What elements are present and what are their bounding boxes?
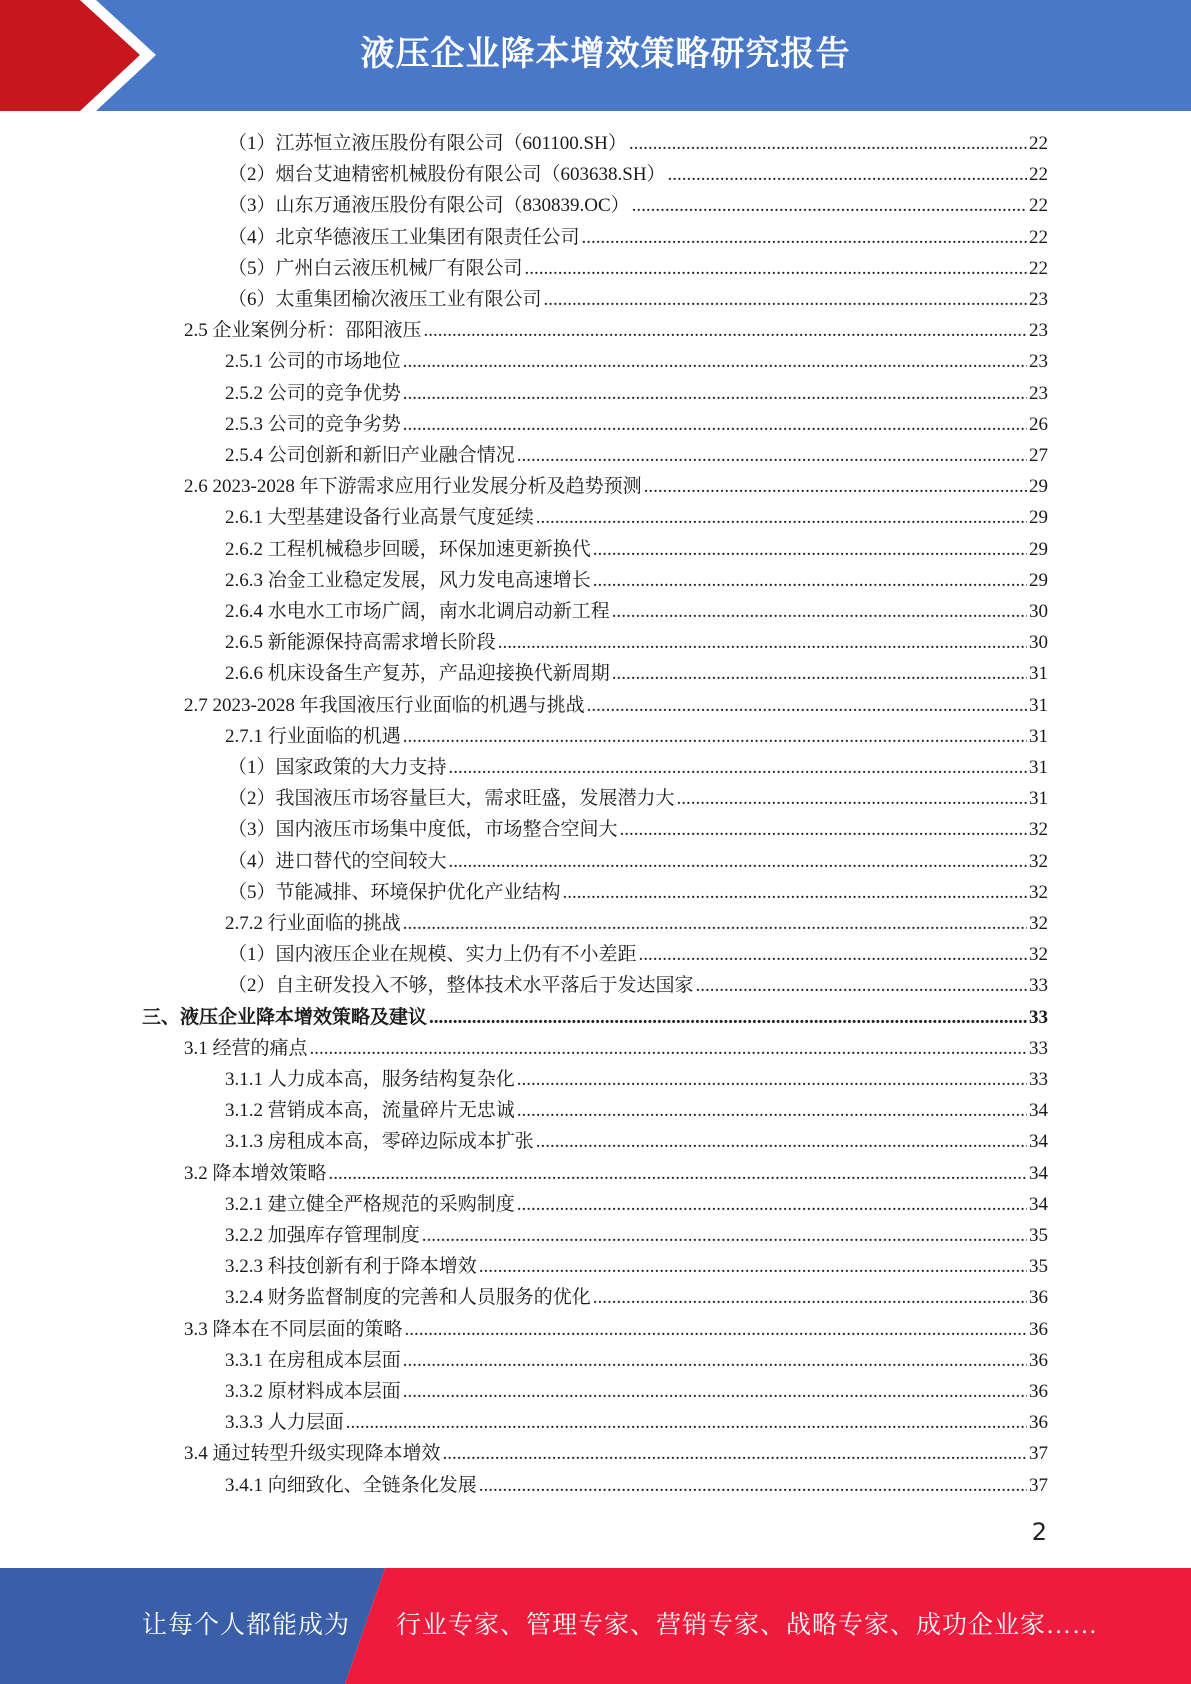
toc-entry-title: 2.5 企业案例分析：邵阳液压 <box>184 320 422 341</box>
toc-entry[interactable] <box>225 534 1048 565</box>
toc-entry[interactable] <box>225 1251 1048 1282</box>
toc-entry-title: 3.1.1 人力成本高，服务结构复杂化 <box>225 1069 515 1090</box>
toc-entry-page: 22 <box>1029 227 1048 248</box>
footer-slogan-left: 让每个人都能成为 <box>142 1612 351 1639</box>
toc-entry-title: （1）国内液压企业在规模、实力上仍有不小差距 <box>228 944 637 965</box>
toc-entry-page: 30 <box>1029 632 1048 653</box>
toc-dot-leader <box>403 409 1027 440</box>
toc-entry-page: 31 <box>1029 695 1048 716</box>
toc-entry-title: 3.2.2 加强库存管理制度 <box>225 1225 420 1246</box>
toc-entry-page: 23 <box>1029 320 1048 341</box>
toc-entry[interactable] <box>228 190 1048 221</box>
toc-entry-page: 35 <box>1029 1256 1048 1277</box>
toc-entry-title: 3.3.3 人力层面 <box>225 1412 344 1433</box>
toc-entry-title: 3.2.4 财务监督制度的完善和人员服务的优化 <box>225 1287 591 1308</box>
toc-dot-leader <box>582 222 1027 253</box>
toc-entry[interactable] <box>225 1095 1048 1126</box>
toc-entry-title: 3.3.2 原材料成本层面 <box>225 1381 401 1402</box>
toc-dot-leader <box>479 1470 1027 1501</box>
toc-entry-title: （2）烟台艾迪精密机械股份有限公司（603638.SH） <box>228 164 666 185</box>
toc-entry-title: （4）进口替代的空间较大 <box>228 851 447 872</box>
toc-entry-page: 33 <box>1029 1069 1048 1090</box>
page-footer <box>0 1568 1191 1684</box>
toc-entry-title: 2.6 2023-2028 年下游需求应用行业发展分析及趋势预测 <box>184 476 642 497</box>
toc-entry-title: 2.6.5 新能源保持高需求增长阶段 <box>225 632 496 653</box>
toc-entry-title: 3.1.3 房租成本高，零碎边际成本扩张 <box>225 1131 534 1152</box>
toc-entry-page: 32 <box>1029 851 1048 872</box>
toc-entry-title: 2.5.1 公司的市场地位 <box>225 351 401 372</box>
toc-entry[interactable] <box>228 783 1048 814</box>
toc-entry-title: 3.2.1 建立健全严格规范的采购制度 <box>225 1194 515 1215</box>
toc-dot-leader <box>517 1189 1027 1220</box>
toc-dot-leader <box>517 440 1027 471</box>
toc-entry-page: 32 <box>1029 882 1048 903</box>
toc-entry[interactable] <box>228 284 1048 315</box>
toc-dot-leader <box>644 471 1027 502</box>
page-number: 2 <box>1031 1518 1047 1546</box>
toc-entry[interactable] <box>225 908 1048 939</box>
toc-dot-leader <box>403 378 1027 409</box>
toc-entry-page: 34 <box>1029 1194 1048 1215</box>
toc-entry[interactable] <box>228 128 1048 159</box>
toc-entry[interactable] <box>228 159 1048 190</box>
toc-entry-title: 3.2.3 科技创新有利于降本增效 <box>225 1256 477 1277</box>
toc-entry-title: 2.7 2023-2028 年我国液压行业面临的机遇与挑战 <box>184 695 585 716</box>
toc-entry[interactable] <box>225 1126 1048 1157</box>
toc-dot-leader <box>612 596 1027 627</box>
report-title: 液压企业降本增效策略研究报告 <box>360 34 851 74</box>
toc-entry-page: 32 <box>1029 819 1048 840</box>
toc-entry[interactable] <box>225 1220 1048 1251</box>
toc-dot-leader <box>403 908 1027 939</box>
toc-entry[interactable] <box>184 1158 1048 1189</box>
toc-dot-leader <box>479 1251 1027 1282</box>
toc-entry[interactable] <box>225 1376 1048 1407</box>
footer-slogan-right: 行业专家、管理专家、营销专家、战略专家、成功企业家…… <box>396 1612 1099 1639</box>
toc-entry-page: 36 <box>1029 1381 1048 1402</box>
toc-entry-title: 3.4 通过转型升级实现降本增效 <box>184 1443 441 1464</box>
page-header <box>0 0 1191 111</box>
toc-entry-page: 35 <box>1029 1225 1048 1246</box>
toc-entry[interactable] <box>225 565 1048 596</box>
toc-dot-leader <box>429 1002 1027 1033</box>
toc-dot-leader <box>536 502 1027 533</box>
toc-entry-title: （4）北京华德液压工业集团有限责任公司 <box>228 227 580 248</box>
toc-entry-page: 22 <box>1029 133 1048 154</box>
toc-dot-leader <box>593 1282 1027 1313</box>
toc-dot-leader <box>639 939 1027 970</box>
toc-entry-title: 3.3.1 在房租成本层面 <box>225 1350 401 1371</box>
toc-entry-title: （1）国家政策的大力支持 <box>228 757 447 778</box>
toc-entry-page: 31 <box>1029 726 1048 747</box>
toc-entry-page: 37 <box>1029 1475 1048 1496</box>
toc-dot-leader <box>422 1220 1027 1251</box>
toc-entry-page: 32 <box>1029 913 1048 934</box>
toc-entry-title: 2.6.3 冶金工业稳定发展，风力发电高速增长 <box>225 570 591 591</box>
toc-dot-leader <box>443 1438 1027 1469</box>
toc-entry-title: 2.6.2 工程机械稳步回暖，环保加速更新换代 <box>225 539 591 560</box>
toc-dot-leader <box>525 253 1027 284</box>
toc-entry[interactable] <box>228 939 1048 970</box>
toc-entry[interactable] <box>225 1282 1048 1313</box>
toc-entry[interactable] <box>228 814 1048 845</box>
toc-entry-title: 2.5.2 公司的竞争优势 <box>225 383 401 404</box>
toc-dot-leader <box>405 1314 1027 1345</box>
toc-dot-leader <box>632 190 1027 221</box>
toc-entry[interactable] <box>184 471 1048 502</box>
toc-entry[interactable] <box>225 1189 1048 1220</box>
toc-entry[interactable] <box>184 690 1048 721</box>
toc-entry-page: 22 <box>1029 164 1048 185</box>
toc-dot-leader <box>498 627 1027 658</box>
toc-entry-title: （6）太重集团榆次液压工业有限公司 <box>228 289 542 310</box>
toc-dot-leader <box>536 1126 1027 1157</box>
toc-entry-title: 三、液压企业降本增效策略及建议 <box>142 1007 428 1028</box>
toc-entry-page: 23 <box>1029 289 1048 310</box>
toc-entry-title: 2.5.3 公司的竞争劣势 <box>225 414 401 435</box>
toc-entry-page: 27 <box>1029 445 1048 466</box>
toc-dot-leader <box>424 315 1027 346</box>
toc-entry[interactable] <box>225 627 1048 658</box>
toc-entry[interactable] <box>228 222 1048 253</box>
toc-entry[interactable] <box>225 1064 1048 1095</box>
toc-dot-leader <box>668 159 1027 190</box>
toc-dot-leader <box>310 1033 1027 1064</box>
toc-entry[interactable] <box>225 378 1048 409</box>
toc-entry-title: 3.4.1 向细致化、全链条化发展 <box>225 1475 477 1496</box>
toc-entry[interactable] <box>225 596 1048 627</box>
toc-dot-leader <box>544 284 1027 315</box>
toc-entry-title: （3）山东万通液压股份有限公司（830839.OC） <box>228 195 630 216</box>
toc-entry-page: 31 <box>1029 788 1048 809</box>
toc-entry-title: （2）自主研发投入不够，整体技术水平落后于发达国家 <box>228 975 694 996</box>
toc-entry-page: 26 <box>1029 414 1048 435</box>
toc-dot-leader <box>696 970 1027 1001</box>
toc-entry[interactable] <box>228 970 1048 1001</box>
toc-entry-page: 33 <box>1029 1038 1048 1059</box>
toc-entry[interactable] <box>228 253 1048 284</box>
toc-dot-leader <box>403 1345 1027 1376</box>
toc-entry-page: 22 <box>1029 258 1048 279</box>
toc-entry-page: 36 <box>1029 1412 1048 1433</box>
toc-entry-page: 31 <box>1029 663 1048 684</box>
toc-entry-title: 3.3 降本在不同层面的策略 <box>184 1319 403 1340</box>
toc-entry-page: 36 <box>1029 1350 1048 1371</box>
toc-dot-leader <box>620 814 1027 845</box>
toc-dot-leader <box>403 346 1027 377</box>
toc-entry-title: （1）江苏恒立液压股份有限公司（601100.SH） <box>228 133 627 154</box>
toc-entry-page: 29 <box>1029 476 1048 497</box>
toc-entry-title: 2.6.1 大型基建设备行业高景气度延续 <box>225 507 534 528</box>
toc-entry-page: 23 <box>1029 383 1048 404</box>
toc-entry[interactable] <box>225 409 1048 440</box>
toc-entry-page: 29 <box>1029 570 1048 591</box>
toc-entry[interactable] <box>225 502 1048 533</box>
toc-entry-page: 30 <box>1029 601 1048 622</box>
toc-dot-leader <box>593 534 1027 565</box>
toc-entry-page: 31 <box>1029 757 1048 778</box>
toc-entry[interactable] <box>184 315 1048 346</box>
toc-entry-title: 3.1 经营的痛点 <box>184 1038 308 1059</box>
toc-entry-title: 3.2 降本增效策略 <box>184 1163 327 1184</box>
toc-dot-leader <box>517 1095 1027 1126</box>
toc-dot-leader <box>517 1064 1027 1095</box>
toc-entry[interactable] <box>184 1033 1048 1064</box>
toc-entry-page: 34 <box>1029 1100 1048 1121</box>
toc-entry[interactable] <box>225 1470 1048 1501</box>
toc-dot-leader <box>677 783 1027 814</box>
toc-entry-page: 23 <box>1029 351 1048 372</box>
toc-entry-page: 32 <box>1029 944 1048 965</box>
toc-dot-leader <box>346 1407 1027 1438</box>
toc-entry[interactable] <box>228 877 1048 908</box>
toc-dot-leader <box>403 721 1027 752</box>
toc-dot-leader <box>403 1376 1027 1407</box>
toc-dot-leader <box>612 658 1027 689</box>
toc-entry[interactable] <box>184 1438 1048 1469</box>
toc-entry-title: 2.7.1 行业面临的机遇 <box>225 726 401 747</box>
toc-entry[interactable] <box>225 440 1048 471</box>
toc-entry-page: 29 <box>1029 507 1048 528</box>
toc-entry-page: 33 <box>1029 1007 1048 1028</box>
toc-dot-leader <box>593 565 1027 596</box>
toc-entry-title: 3.1.2 营销成本高，流量碎片无忠诚 <box>225 1100 515 1121</box>
toc-dot-leader <box>629 128 1027 159</box>
toc-entry-page: 36 <box>1029 1287 1048 1308</box>
toc-entry-title: （5）节能减排、环境保护优化产业结构 <box>228 882 561 903</box>
toc-entry[interactable] <box>225 658 1048 689</box>
toc-entry-title: 2.5.4 公司创新和新旧产业融合情况 <box>225 445 515 466</box>
toc-entry-page: 36 <box>1029 1319 1048 1340</box>
toc-entry-page: 29 <box>1029 539 1048 560</box>
toc-dot-leader <box>449 846 1027 877</box>
toc-entry-page: 34 <box>1029 1131 1048 1152</box>
toc-entry[interactable] <box>184 1314 1048 1345</box>
toc-entry-title: （3）国内液压市场集中度低，市场整合空间大 <box>228 819 618 840</box>
toc-entry-title: （5）广州白云液压机械厂有限公司 <box>228 258 523 279</box>
toc-dot-leader <box>587 690 1027 721</box>
toc-entry[interactable] <box>225 1407 1048 1438</box>
toc-entry-title: 2.7.2 行业面临的挑战 <box>225 913 401 934</box>
toc-dot-leader <box>563 877 1027 908</box>
toc-entry[interactable] <box>225 1345 1048 1376</box>
toc-entry[interactable] <box>225 346 1048 377</box>
toc-entry[interactable] <box>225 721 1048 752</box>
toc-entry[interactable] <box>228 846 1048 877</box>
toc-entry-title: （2）我国液压市场容量巨大，需求旺盛，发展潜力大 <box>228 788 675 809</box>
toc-entry-page: 34 <box>1029 1163 1048 1184</box>
toc-entry-title: 2.6.6 机床设备生产复苏，产品迎接换代新周期 <box>225 663 610 684</box>
toc-entry[interactable] <box>228 752 1048 783</box>
toc-entry[interactable] <box>142 1002 1048 1033</box>
toc-dot-leader <box>329 1158 1027 1189</box>
toc-entry-page: 33 <box>1029 975 1048 996</box>
toc-entry-title: 2.6.4 水电水工市场广阔，南水北调启动新工程 <box>225 601 610 622</box>
toc-entry-page: 37 <box>1029 1443 1048 1464</box>
toc-dot-leader <box>449 752 1027 783</box>
toc-entry-page: 22 <box>1029 195 1048 216</box>
